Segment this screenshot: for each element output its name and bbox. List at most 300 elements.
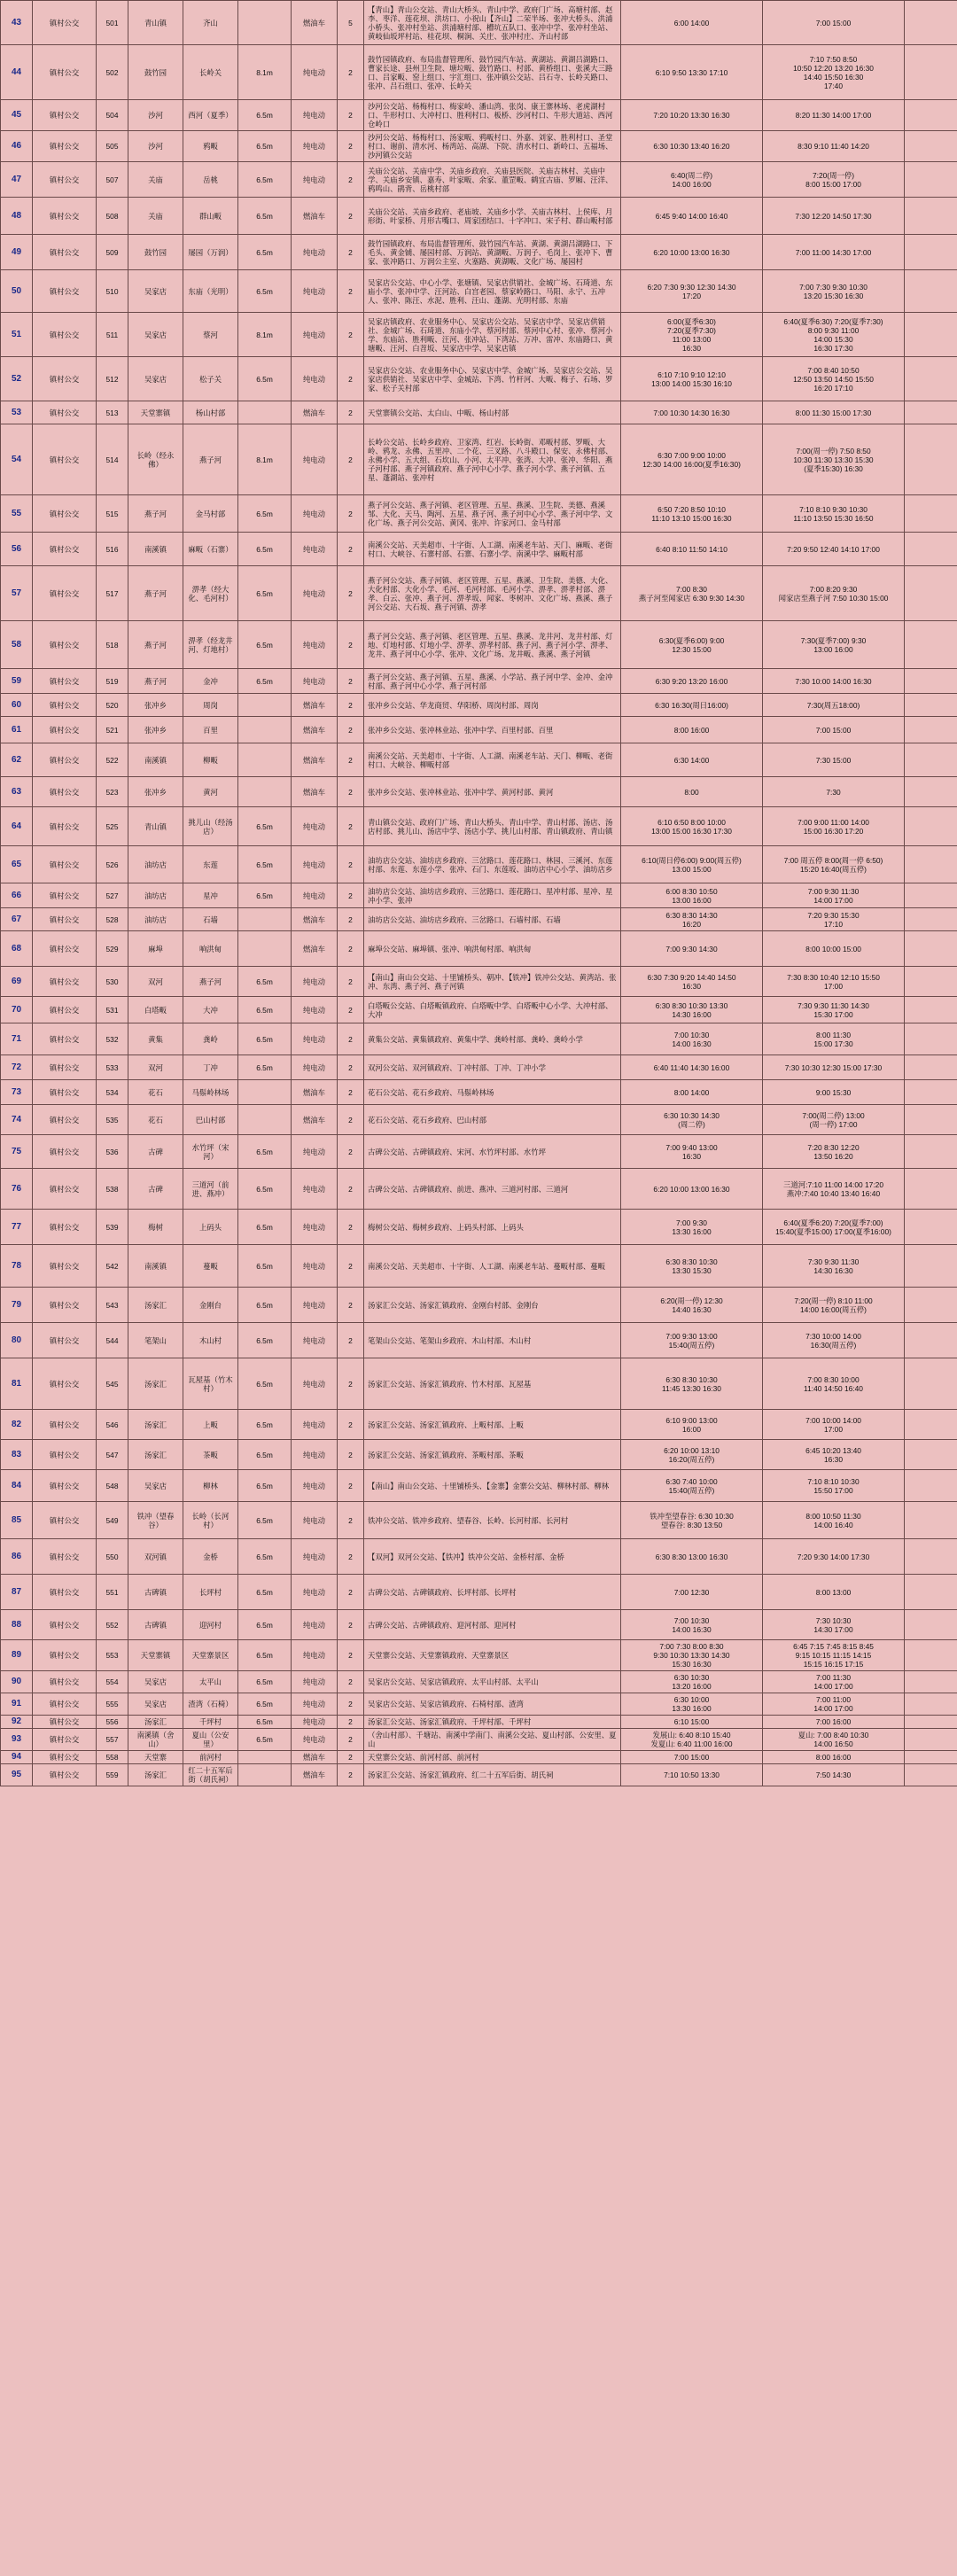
cell-vehicles: 2 bbox=[338, 1575, 364, 1610]
cell-vehicles: 2 bbox=[338, 1055, 364, 1080]
table-row bbox=[1, 131, 957, 162]
cell-stops: 古碑公交站、古碑镇政府、前进、燕冲、三道河村部、三道河 bbox=[364, 1169, 621, 1210]
cell-energy: 燃油车 bbox=[292, 777, 338, 807]
table-row bbox=[1, 401, 957, 424]
cell-type: 镇村公交 bbox=[33, 1751, 97, 1764]
cell-length: 6.5m bbox=[238, 100, 292, 131]
cell-end: 上码头 bbox=[183, 1210, 238, 1245]
cell-vehicles: 2 bbox=[338, 495, 364, 533]
cell-no: 81 bbox=[1, 1358, 33, 1410]
cell-length: 6.5m bbox=[238, 1640, 292, 1671]
cell-stops: 关庙公交站、关庙中学、关庙乡政府、关庙县医院、关庙古林村、关庙中学、关庙乡安镇、嘉寿、叶家畈、余家、董罡畈、鹤宜古庙、罗厢、汪洋、鸦鸣山、鹃背、岳桃村部 bbox=[364, 162, 621, 198]
cell-length bbox=[238, 1751, 292, 1764]
cell-vehicles: 2 bbox=[338, 131, 364, 162]
cell-start: 南溪镇 bbox=[128, 743, 183, 777]
cell-type: 镇村公交 bbox=[33, 424, 97, 495]
cell-line: 520 bbox=[97, 694, 128, 717]
cell-vehicles: 2 bbox=[338, 1502, 364, 1539]
cell-note bbox=[905, 1751, 957, 1764]
cell-length: 8.1m bbox=[238, 424, 292, 495]
cell-length: 6.5m bbox=[238, 1288, 292, 1323]
cell-t-start: 6:30 10:30 13:20 16:00 bbox=[621, 1671, 763, 1693]
cell-end: 三道河（前进、燕冲） bbox=[183, 1169, 238, 1210]
cell-vehicles: 2 bbox=[338, 533, 364, 566]
cell-stops: 关庙公交站、关庙乡政府、老庙坡、关庙乡小学、关庙古林村、上侯库、月形街、叶家桥、月形古嘴口、周家团结口、十字冲口、宋子村、群山畈村部 bbox=[364, 198, 621, 235]
cell-note bbox=[905, 1358, 957, 1410]
cell-t-start: 6:30 10:30 14:30 (周二停) bbox=[621, 1105, 763, 1135]
cell-start: 吴家店 bbox=[128, 270, 183, 313]
cell-type: 镇村公交 bbox=[33, 1764, 97, 1786]
cell-length bbox=[238, 717, 292, 743]
cell-end: 蔓畈 bbox=[183, 1245, 238, 1288]
cell-t-start: 7:10 10:50 13:30 bbox=[621, 1764, 763, 1786]
cell-type: 镇村公交 bbox=[33, 162, 97, 198]
cell-t-end: 7:00 11:30 14:00 17:00 bbox=[763, 1671, 905, 1693]
cell-length bbox=[238, 931, 292, 967]
cell-end: 麻畈（石寨） bbox=[183, 533, 238, 566]
cell-line: 507 bbox=[97, 162, 128, 198]
cell-no: 56 bbox=[1, 533, 33, 566]
cell-type: 镇村公交 bbox=[33, 621, 97, 669]
cell-no: 58 bbox=[1, 621, 33, 669]
cell-energy: 纯电动 bbox=[292, 357, 338, 401]
cell-start: 鼓竹园 bbox=[128, 235, 183, 270]
cell-end: 燕子河 bbox=[183, 424, 238, 495]
cell-t-start: 7:00 9:30 13:30 16:00 bbox=[621, 1210, 763, 1245]
cell-type: 镇村公交 bbox=[33, 1440, 97, 1470]
cell-end: 东莲 bbox=[183, 846, 238, 883]
cell-line: 534 bbox=[97, 1080, 128, 1105]
cell-line: 553 bbox=[97, 1640, 128, 1671]
cell-t-end: 7:30(夏季7:00) 9:30 13:00 16:00 bbox=[763, 621, 905, 669]
cell-start: 青山镇 bbox=[128, 1, 183, 45]
cell-no: 85 bbox=[1, 1502, 33, 1539]
cell-length: 6.5m bbox=[238, 807, 292, 846]
cell-note bbox=[905, 967, 957, 997]
cell-note bbox=[905, 1502, 957, 1539]
cell-type: 镇村公交 bbox=[33, 908, 97, 931]
cell-start: 关庙 bbox=[128, 162, 183, 198]
cell-note bbox=[905, 424, 957, 495]
cell-start: 双河 bbox=[128, 967, 183, 997]
cell-t-start: 6:40(周二停) 14:00 16:00 bbox=[621, 162, 763, 198]
table-row bbox=[1, 1135, 957, 1169]
cell-vehicles: 2 bbox=[338, 424, 364, 495]
cell-note bbox=[905, 131, 957, 162]
cell-start: 古碑镇 bbox=[128, 1610, 183, 1640]
cell-t-start: 6:30 7:30 9:20 14:40 14:50 16:30 bbox=[621, 967, 763, 997]
table-row bbox=[1, 1671, 957, 1693]
cell-line: 539 bbox=[97, 1210, 128, 1245]
table-row bbox=[1, 495, 957, 533]
cell-t-end: 7:30 bbox=[763, 777, 905, 807]
cell-t-start: 6:30 10:30 13:40 16:20 bbox=[621, 131, 763, 162]
table-row bbox=[1, 198, 957, 235]
cell-start: 古碑 bbox=[128, 1135, 183, 1169]
cell-line: 510 bbox=[97, 270, 128, 313]
cell-type: 镇村公交 bbox=[33, 1288, 97, 1323]
cell-line: 529 bbox=[97, 931, 128, 967]
cell-note bbox=[905, 357, 957, 401]
cell-length: 6.5m bbox=[238, 997, 292, 1023]
cell-energy: 纯电动 bbox=[292, 1210, 338, 1245]
cell-note bbox=[905, 1764, 957, 1786]
cell-stops: 汤家汇公交站、汤家汇镇政府、千坪村部、千坪村 bbox=[364, 1716, 621, 1729]
cell-vehicles: 2 bbox=[338, 1105, 364, 1135]
cell-note bbox=[905, 1323, 957, 1358]
cell-type: 镇村公交 bbox=[33, 997, 97, 1023]
cell-stops: 【双河】双河公交站、【铁冲】铁冲公交站、金桥村部、金桥 bbox=[364, 1539, 621, 1575]
cell-t-start: 6:30 16:30(周日16:00) bbox=[621, 694, 763, 717]
cell-t-start: 发展山: 6:40 8:10 15:40 发夏山: 6:40 11:00 16:00 bbox=[621, 1729, 763, 1751]
cell-line: 514 bbox=[97, 424, 128, 495]
cell-note bbox=[905, 807, 957, 846]
cell-energy: 燃油车 bbox=[292, 717, 338, 743]
cell-t-end: 7:00(周一停) 7:50 8:50 10:30 11:30 13:30 15:30 (夏季15:30) 16:30 bbox=[763, 424, 905, 495]
cell-no: 92 bbox=[1, 1716, 33, 1729]
cell-t-end: 8:00 11:30 15:00 17:30 bbox=[763, 401, 905, 424]
cell-no: 47 bbox=[1, 162, 33, 198]
cell-t-start: 6:20 7:30 9:30 12:30 14:30 17:20 bbox=[621, 270, 763, 313]
cell-end: 前河村 bbox=[183, 1751, 238, 1764]
cell-start: 汤家汇 bbox=[128, 1358, 183, 1410]
table-row bbox=[1, 717, 957, 743]
cell-no: 65 bbox=[1, 846, 33, 883]
cell-type: 镇村公交 bbox=[33, 45, 97, 100]
cell-start: 燕子河 bbox=[128, 669, 183, 694]
cell-t-end: 7:30 8:30 10:40 12:10 15:50 17:00 bbox=[763, 967, 905, 997]
cell-no: 57 bbox=[1, 566, 33, 621]
cell-no: 46 bbox=[1, 131, 33, 162]
cell-length bbox=[238, 1764, 292, 1786]
cell-energy: 纯电动 bbox=[292, 997, 338, 1023]
cell-t-end: 7:00 9:00 11:00 14:00 15:00 16:30 17:20 bbox=[763, 807, 905, 846]
cell-t-end: 7:00 11:00 14:30 17:00 bbox=[763, 235, 905, 270]
cell-note bbox=[905, 883, 957, 908]
cell-line: 554 bbox=[97, 1671, 128, 1693]
cell-energy: 纯电动 bbox=[292, 1055, 338, 1080]
cell-length bbox=[238, 401, 292, 424]
cell-end: 丁冲 bbox=[183, 1055, 238, 1080]
cell-length: 6.5m bbox=[238, 566, 292, 621]
cell-stops: 汤家汇公交站、汤家汇镇政府、上畈村部、上畈 bbox=[364, 1410, 621, 1440]
cell-length: 6.5m bbox=[238, 1358, 292, 1410]
cell-end: 柳林 bbox=[183, 1470, 238, 1502]
cell-note bbox=[905, 1169, 957, 1210]
cell-vehicles: 2 bbox=[338, 1169, 364, 1210]
cell-type: 镇村公交 bbox=[33, 743, 97, 777]
cell-t-end: 7:10 8:10 9:30 10:30 11:10 13:50 15:30 16:50 bbox=[763, 495, 905, 533]
cell-vehicles: 2 bbox=[338, 1640, 364, 1671]
cell-t-end: 6:40(夏季6:30) 7:20(夏季7:30) 8:00 9:30 11:00 14:00 15:30 16:30 17:30 bbox=[763, 313, 905, 357]
cell-t-start: 7:00 10:30 14:00 16:30 bbox=[621, 1023, 763, 1055]
cell-vehicles: 2 bbox=[338, 1135, 364, 1169]
cell-t-start: 7:00 8:30 燕子河至闻家店 6:30 9:30 14:30 bbox=[621, 566, 763, 621]
cell-no: 51 bbox=[1, 313, 33, 357]
cell-line: 544 bbox=[97, 1323, 128, 1358]
cell-no: 72 bbox=[1, 1055, 33, 1080]
cell-length: 6.5m bbox=[238, 162, 292, 198]
cell-stops: 吴家店公交站、中心小学、张塘镇、吴家店供销社、金城广场、石琦道、东庙小学、张冲中学、汪河站、白宫老园、蔡家岭路口、马阳、永宁、五冲人、张冲、陈汪、水泥、胜利、汪山、蓬湖、光明村部、东庙 bbox=[364, 270, 621, 313]
cell-length bbox=[238, 743, 292, 777]
cell-length: 6.5m bbox=[238, 1169, 292, 1210]
table-row bbox=[1, 1575, 957, 1610]
cell-note bbox=[905, 1440, 957, 1470]
cell-no: 88 bbox=[1, 1610, 33, 1640]
cell-stops: 天堂寨公交站、天堂寨镇政府、天堂寨景区 bbox=[364, 1640, 621, 1671]
cell-note bbox=[905, 1245, 957, 1288]
cell-line: 546 bbox=[97, 1410, 128, 1440]
cell-vehicles: 2 bbox=[338, 1716, 364, 1729]
cell-t-start: 6:30 7:40 10:00 15:40(周五停) bbox=[621, 1470, 763, 1502]
cell-t-end: 7:30 12:20 14:50 17:30 bbox=[763, 198, 905, 235]
cell-length: 6.5m bbox=[238, 1055, 292, 1080]
cell-t-end: 8:30 9:10 11:40 14:20 bbox=[763, 131, 905, 162]
cell-stops: 笔架山公交站、笔架山乡政府、木山村部、木山村 bbox=[364, 1323, 621, 1358]
cell-t-end: 7:00 8:30 10:00 11:40 14:50 16:40 bbox=[763, 1358, 905, 1410]
cell-line: 530 bbox=[97, 967, 128, 997]
cell-end: 淠孝（经大化、毛河村） bbox=[183, 566, 238, 621]
cell-type: 镇村公交 bbox=[33, 967, 97, 997]
cell-note bbox=[905, 1, 957, 45]
cell-line: 522 bbox=[97, 743, 128, 777]
cell-t-start: 6:30(夏季6:00) 9:00 12:30 15:00 bbox=[621, 621, 763, 669]
cell-length: 6.5m bbox=[238, 131, 292, 162]
cell-type: 镇村公交 bbox=[33, 1470, 97, 1502]
cell-t-start: 7:20 10:20 13:30 16:30 bbox=[621, 100, 763, 131]
cell-t-start: 6:10 7:10 9:10 12:10 13:00 14:00 15:30 16:10 bbox=[621, 357, 763, 401]
cell-no: 61 bbox=[1, 717, 33, 743]
cell-t-end: 7:30 10:00 14:00 16:30(周五停) bbox=[763, 1323, 905, 1358]
cell-vehicles: 2 bbox=[338, 313, 364, 357]
cell-t-end: 7:10 8:10 10:30 15:50 17:00 bbox=[763, 1470, 905, 1502]
cell-stops: 长岭公交站、长岭乡政府、卫家湾、红岩、长岭街、邓畈村部、罗畈、大岭、鸦龙、永佛、五里冲、二个花、三叉路、八斗殿口、保安、永佛村部、永佛小学、五大组、石坎山、小河、太平冲、张湾、大冲、张冲、华阳、燕子河村部、燕子河镇政府、燕子河中心小学、燕子河小学、燕子河镇、五星、蓬湖站、张冲村 bbox=[364, 424, 621, 495]
cell-line: 548 bbox=[97, 1470, 128, 1502]
cell-line: 551 bbox=[97, 1575, 128, 1610]
cell-stops: 南溪公交站、天美超市、十字街、人工湖、南溪老车站、天门、麻畈、老街村口、大峡谷、石寨村部、石寨、石寨小学、南溪中学、麻畈村部 bbox=[364, 533, 621, 566]
cell-stops: 南溪公交站、天美超市、十字街、人工湖、南溪老车站、天门、柳畈、老街村口、大峡谷、柳畈村部 bbox=[364, 743, 621, 777]
cell-t-end: 7:00 9:30 11:30 14:00 17:00 bbox=[763, 883, 905, 908]
cell-note bbox=[905, 1539, 957, 1575]
cell-line: 528 bbox=[97, 908, 128, 931]
cell-t-end: 7:00 15:00 bbox=[763, 1, 905, 45]
cell-line: 502 bbox=[97, 45, 128, 100]
cell-energy: 燃油车 bbox=[292, 931, 338, 967]
cell-line: 504 bbox=[97, 100, 128, 131]
cell-stops: 青山镇公交站、政府门广场、青山大桥头、青山中学、青山村部、汤店、汤店村部、挑儿山、汤店中学、汤店小学、挑儿山村部、青山镇政府、青山镇 bbox=[364, 807, 621, 846]
cell-start: 白塔畈 bbox=[128, 997, 183, 1023]
cell-t-end: 7:30 10:00 14:00 16:30 bbox=[763, 669, 905, 694]
cell-type: 镇村公交 bbox=[33, 1693, 97, 1716]
cell-no: 68 bbox=[1, 931, 33, 967]
cell-energy: 燃油车 bbox=[292, 198, 338, 235]
cell-end: 马鬃岭林场 bbox=[183, 1080, 238, 1105]
cell-note bbox=[905, 1693, 957, 1716]
cell-energy: 纯电动 bbox=[292, 533, 338, 566]
cell-start: 张冲乡 bbox=[128, 694, 183, 717]
cell-line: 550 bbox=[97, 1539, 128, 1575]
cell-line: 549 bbox=[97, 1502, 128, 1539]
cell-vehicles: 2 bbox=[338, 1693, 364, 1716]
table-row bbox=[1, 743, 957, 777]
cell-energy: 纯电动 bbox=[292, 1640, 338, 1671]
cell-start: 南溪镇 bbox=[128, 533, 183, 566]
table-row bbox=[1, 1288, 957, 1323]
cell-energy: 纯电动 bbox=[292, 1671, 338, 1693]
cell-stops: 古碑公交站、古碑镇政府、长坪村部、长坪村 bbox=[364, 1575, 621, 1610]
cell-stops: 古碑公交站、古碑镇政府、宋河、水竹坪村部、水竹坪 bbox=[364, 1135, 621, 1169]
cell-start: 双河 bbox=[128, 1055, 183, 1080]
cell-length: 6.5m bbox=[238, 846, 292, 883]
cell-note bbox=[905, 1671, 957, 1693]
cell-type: 镇村公交 bbox=[33, 1716, 97, 1729]
cell-t-start: 7:00 9:40 13:00 16:30 bbox=[621, 1135, 763, 1169]
cell-start: 吴家店 bbox=[128, 1671, 183, 1693]
cell-t-start: 7:00 10:30 14:30 16:30 bbox=[621, 401, 763, 424]
cell-length bbox=[238, 1105, 292, 1135]
table-row bbox=[1, 807, 957, 846]
cell-line: 505 bbox=[97, 131, 128, 162]
cell-no: 74 bbox=[1, 1105, 33, 1135]
cell-t-start: 铁冲至望春谷: 6:30 10:30 望春谷: 8:30 13:50 bbox=[621, 1502, 763, 1539]
cell-line: 559 bbox=[97, 1764, 128, 1786]
cell-t-start: 8:00 14:00 bbox=[621, 1080, 763, 1105]
cell-line: 515 bbox=[97, 495, 128, 533]
cell-energy: 燃油车 bbox=[292, 1, 338, 45]
cell-energy: 纯电动 bbox=[292, 1575, 338, 1610]
cell-t-end: 7:30(周五18:00) bbox=[763, 694, 905, 717]
cell-note bbox=[905, 1716, 957, 1729]
cell-length bbox=[238, 908, 292, 931]
cell-stops: 沙河公交站、杨梅村口、汤家畈、鸦畈村口、外嘉、刘家、胜利村口、圣堂村口、谢前、清水河、杨湾站、高湖、下院、清水村口、新岭口、五福场、沙河镇公交站 bbox=[364, 131, 621, 162]
cell-vehicles: 2 bbox=[338, 357, 364, 401]
cell-t-start: 6:30 10:00 13:30 16:00 bbox=[621, 1693, 763, 1716]
cell-start: 双河镇 bbox=[128, 1539, 183, 1575]
cell-t-end: 7:20 9:30 14:00 17:30 bbox=[763, 1539, 905, 1575]
cell-start: 油坊店 bbox=[128, 908, 183, 931]
table-row bbox=[1, 694, 957, 717]
cell-stops: 【南山】南山公交站、十里铺桥头、朝冲、【铁冲】铁冲公交站、黄湾站、张冲、东湾、燕子河、燕子河镇 bbox=[364, 967, 621, 997]
cell-start: 汤家汇 bbox=[128, 1716, 183, 1729]
cell-vehicles: 2 bbox=[338, 743, 364, 777]
cell-t-end: 7:30 9:30 11:30 14:30 16:30 bbox=[763, 1245, 905, 1288]
cell-type: 镇村公交 bbox=[33, 1610, 97, 1640]
cell-no: 82 bbox=[1, 1410, 33, 1440]
cell-note bbox=[905, 908, 957, 931]
cell-stops: 油坊店公交站、油坊店乡政府、三岔路口、莲花路口、林园、三溪河、东莲村部、东莲、东莲小学、张冲、石门、东莲坂、油坊店中心小学、油坊店乡 bbox=[364, 846, 621, 883]
cell-stops: 双河公交站、双河镇政府、丁冲村部、丁冲、丁冲小学 bbox=[364, 1055, 621, 1080]
cell-energy: 纯电动 bbox=[292, 45, 338, 100]
cell-length bbox=[238, 1, 292, 45]
cell-t-end: 7:30 10:30 12:30 15:00 17:30 bbox=[763, 1055, 905, 1080]
cell-t-end: 7:30 10:30 14:30 17:00 bbox=[763, 1610, 905, 1640]
cell-start: 张冲乡 bbox=[128, 777, 183, 807]
cell-type: 镇村公交 bbox=[33, 1729, 97, 1751]
cell-no: 90 bbox=[1, 1671, 33, 1693]
table-body bbox=[1, 1, 957, 1786]
cell-vehicles: 2 bbox=[338, 1358, 364, 1410]
cell-no: 67 bbox=[1, 908, 33, 931]
table-row bbox=[1, 777, 957, 807]
cell-note bbox=[905, 1023, 957, 1055]
cell-line: 518 bbox=[97, 621, 128, 669]
cell-note bbox=[905, 997, 957, 1023]
cell-t-start: 6:10 9:50 13:30 17:10 bbox=[621, 45, 763, 100]
cell-end: 柳畈 bbox=[183, 743, 238, 777]
cell-stops: 鼓竹园镇政府、布局监督管理所、鼓竹园汽车站、黄湖站、黄湖吕湖路口、曹家长途、县州卫生院、塘垃畈、鼓竹路口、村部、黄桥组口、张溪大三路口、吕家畈、窑上组口、宇汇组口、张冲镇公交站、吕石寺、长岭关路口、张冲、吕石组口、张冲、长岭关 bbox=[364, 45, 621, 100]
cell-t-start: 7:00 9:30 13:00 15:40(周五停) bbox=[621, 1323, 763, 1358]
cell-line: 526 bbox=[97, 846, 128, 883]
cell-no: 87 bbox=[1, 1575, 33, 1610]
cell-no: 62 bbox=[1, 743, 33, 777]
table-row bbox=[1, 1169, 957, 1210]
cell-line: 531 bbox=[97, 997, 128, 1023]
cell-length: 6.5m bbox=[238, 1470, 292, 1502]
table-row bbox=[1, 997, 957, 1023]
cell-end: 水竹坪（宋河） bbox=[183, 1135, 238, 1169]
cell-vehicles: 2 bbox=[338, 807, 364, 846]
cell-t-start: 8:00 16:00 bbox=[621, 717, 763, 743]
cell-type: 镇村公交 bbox=[33, 1410, 97, 1440]
cell-start: 古碑镇 bbox=[128, 1575, 183, 1610]
cell-t-start: 7:00 9:30 14:30 bbox=[621, 931, 763, 967]
cell-stops: 燕子河公交站、燕子河镇、老区管理、五星、燕溪、卫生院、美德、燕溪邹、大化、天马、陶河、五星、燕子河、燕子河中心小学、燕子河中学、文化广场、燕子河公交站、黄冈、张冲、许家河口、金马村部 bbox=[364, 495, 621, 533]
cell-type: 镇村公交 bbox=[33, 1135, 97, 1169]
cell-t-end: 7:20 9:30 15:30 17:10 bbox=[763, 908, 905, 931]
cell-type: 镇村公交 bbox=[33, 1539, 97, 1575]
cell-t-start: 6:00 14:00 bbox=[621, 1, 763, 45]
table-row bbox=[1, 1539, 957, 1575]
table-row bbox=[1, 931, 957, 967]
cell-start: 汤家汇 bbox=[128, 1764, 183, 1786]
table-row bbox=[1, 1440, 957, 1470]
cell-end: 松子关 bbox=[183, 357, 238, 401]
cell-end: 木山村 bbox=[183, 1323, 238, 1358]
table-row bbox=[1, 162, 957, 198]
cell-line: 533 bbox=[97, 1055, 128, 1080]
cell-vehicles: 2 bbox=[338, 846, 364, 883]
cell-energy: 纯电动 bbox=[292, 1288, 338, 1323]
cell-end: 红二十五军后街（胡氏祠） bbox=[183, 1764, 238, 1786]
cell-t-start: 6:10 9:00 13:00 16:00 bbox=[621, 1410, 763, 1440]
cell-no: 64 bbox=[1, 807, 33, 846]
cell-length: 6.5m bbox=[238, 1135, 292, 1169]
cell-energy: 燃油车 bbox=[292, 1751, 338, 1764]
cell-stops: 吴家店公交站、吴家店镇政府、石椅村部、渣湾 bbox=[364, 1693, 621, 1716]
cell-energy: 纯电动 bbox=[292, 967, 338, 997]
cell-t-end: 7:00(周二停) 13:00 (周一停) 17:00 bbox=[763, 1105, 905, 1135]
table-row bbox=[1, 621, 957, 669]
cell-type: 镇村公交 bbox=[33, 401, 97, 424]
cell-t-end: 三道河:7:10 11:00 14:00 17:20 燕冲:7:40 10:40 13:40 16:40 bbox=[763, 1169, 905, 1210]
cell-note bbox=[905, 235, 957, 270]
cell-start: 长岭（经永佛） bbox=[128, 424, 183, 495]
cell-energy: 纯电动 bbox=[292, 1470, 338, 1502]
cell-end: 瓦屋基（竹木村） bbox=[183, 1358, 238, 1410]
cell-t-start: 6:00 8:30 10:50 13:00 16:00 bbox=[621, 883, 763, 908]
cell-vehicles: 2 bbox=[338, 1729, 364, 1751]
cell-t-end: 7:00 8:20 9:30 闻家店至燕子河 7:50 10:30 15:00 bbox=[763, 566, 905, 621]
cell-stops: 油坊店公交站、油坊店乡政府、三岔路口、石墙村部、石墙 bbox=[364, 908, 621, 931]
table-row bbox=[1, 100, 957, 131]
cell-energy: 纯电动 bbox=[292, 807, 338, 846]
cell-type: 镇村公交 bbox=[33, 931, 97, 967]
cell-no: 77 bbox=[1, 1210, 33, 1245]
cell-t-start: 7:00 7:30 8:00 8:30 9:30 10:30 13:30 14:30 15:30 16:30 bbox=[621, 1640, 763, 1671]
cell-note bbox=[905, 270, 957, 313]
cell-line: 536 bbox=[97, 1135, 128, 1169]
cell-type: 镇村公交 bbox=[33, 807, 97, 846]
